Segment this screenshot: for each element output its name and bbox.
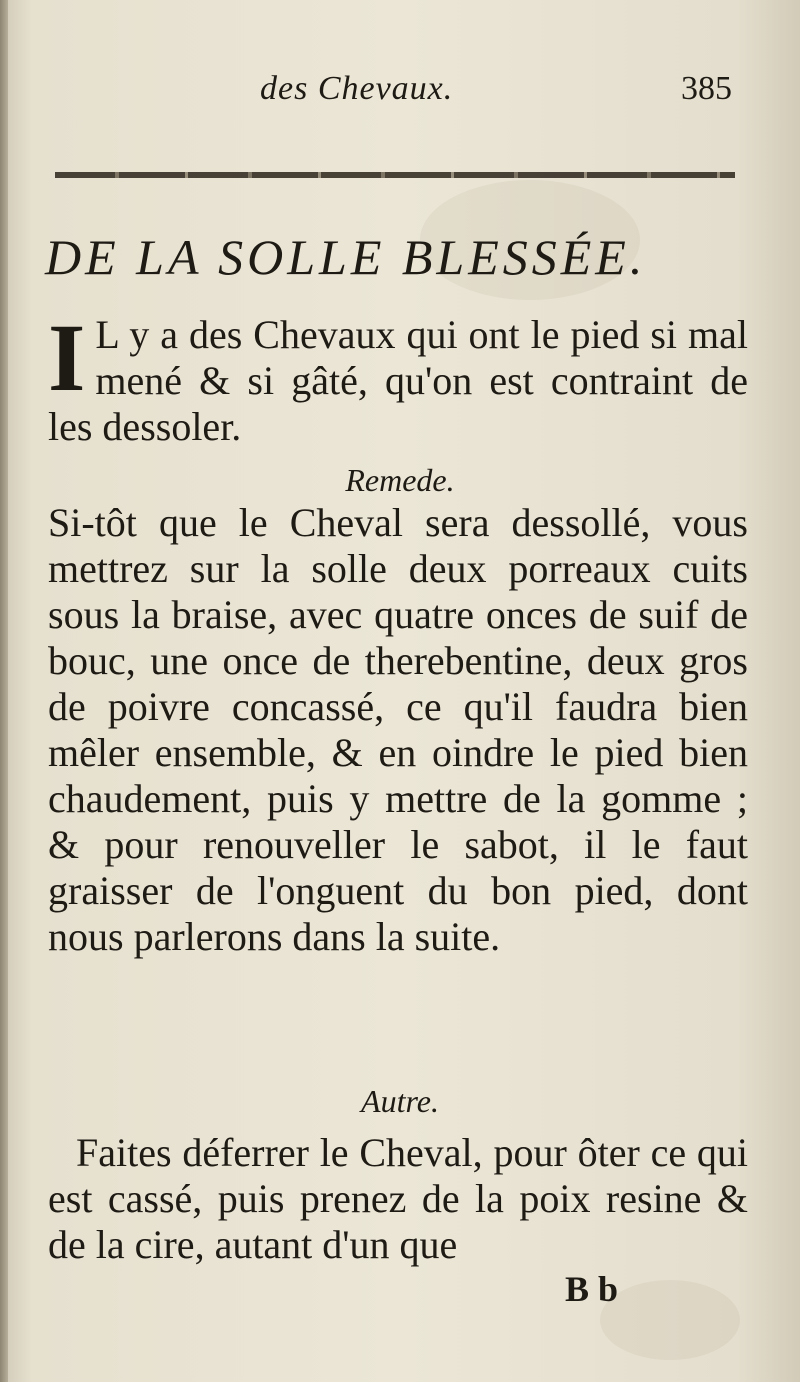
page-header: [60, 62, 760, 112]
paragraph-intro: [48, 304, 748, 450]
subhead-remede: Remede.: [345, 462, 455, 498]
paragraph-intro-text: L y a des Chevaux qui ont le pied si mal mené & si gâté, qu'on est contraint de les dessoler.: [48, 312, 748, 449]
signature-mark: B b: [565, 1269, 619, 1309]
header-rule: [55, 172, 735, 178]
section-title: DE LA SOLLE BLESSÉE.: [45, 229, 647, 285]
paragraph-autre: Faites déferrer le Cheval, pour ôter ce qui est cassé, puis prenez de la poix resine & de la cire, autant d'un que: [48, 1130, 748, 1267]
paper-stain: [600, 1280, 740, 1360]
paragraph-remede: Si-tôt que le Cheval sera dessollé, vous mettrez sur la solle deux porreaux cuits sous la braise, avec quatre onces de suif de bouc, une once de therebentine, deux gros de poivre concassé, ce qu'il faudra bien mêler ensemble, & en oindre le pied bien chaudement, puis y mettre de la gomme ; & pour renouveller le sabot, il le faut graisser de l'onguent du bon pied, dont nous parlerons dans la suite.: [48, 500, 748, 959]
page-number: 385: [681, 70, 732, 107]
running-head: des Chevaux.: [260, 70, 454, 107]
drop-cap: I: [48, 304, 86, 411]
subhead-autre: Autre.: [361, 1083, 439, 1119]
page-gutter-edge: [0, 0, 8, 1382]
